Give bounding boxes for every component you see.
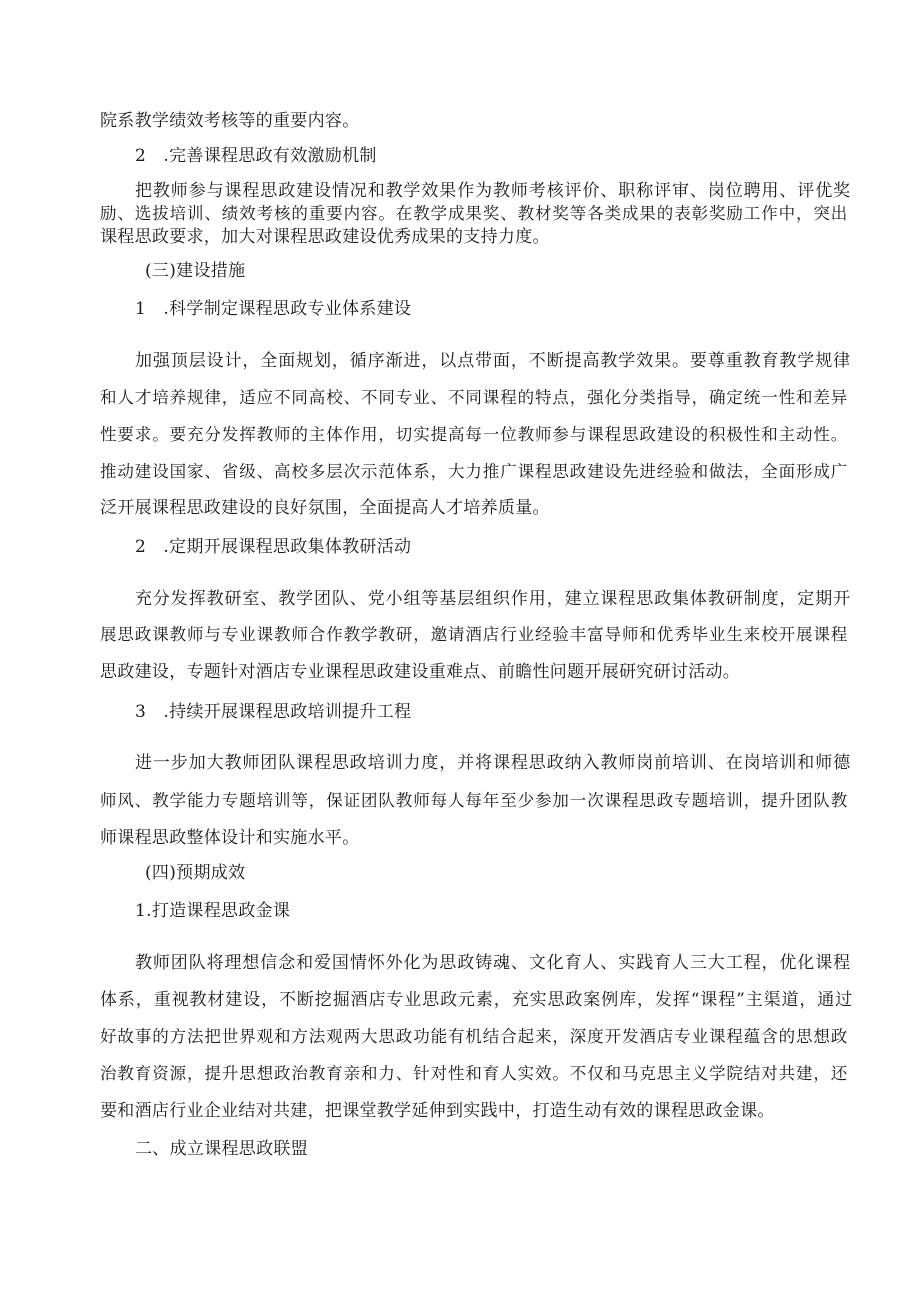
paragraph-line: 课程思政要求，加大对课程思政建设优秀成果的支持力度。 (100, 227, 550, 247)
section-heading: 二、成立课程思政联盟 (135, 1139, 308, 1159)
paragraph-line: 和人才培养规律，适应不同高校、不同专业、不同课程的特点，强化分类指导，确定统一性和差异 (100, 388, 849, 407)
subheading: 3 .持续开展课程思政培训提升工程 (135, 702, 412, 722)
paragraph-line: 充分发挥教研室、教学团队、党小组等基层组织作用，建立课程思政集体教研制度，定期开 (135, 589, 851, 609)
paragraph-line: 治教育资源，提升思想政治教育亲和力、针对性和育人实效。不仅和马克思主义学院结对共建，还 (100, 1064, 849, 1083)
paragraph-line: 加强顶层设计，全面规划，循序渐进，以点带面，不断提高教学效果。要尊重教育教学规律 (135, 351, 851, 371)
section-heading: (四)预期成效 (145, 863, 246, 883)
subheading: 2 .定期开展课程思政集体教研活动 (135, 537, 412, 557)
paragraph-line: 进一步加大教师团队课程思政培训力度，并将课程思政纳入教师岗前培训、在岗培训和师德 (135, 753, 851, 773)
paragraph-line: 推动建设国家、省级、高校多层次示范体系，大力推广课程思政建设先进经验和做法，全面形成广 (100, 462, 849, 481)
subheading: 1.打造课程思政金课 (135, 901, 291, 921)
paragraph-line: 展思政课教师与专业课教师合作教学教研，邀请酒店行业经验丰富导师和优秀毕业生来校开展课程 (100, 625, 849, 644)
paragraph-line: 要和酒店行业企业结对共建，把课堂教学延伸到实践中，打造生动有效的课程思政金课。 (100, 1101, 775, 1121)
paragraph-line: 励、选拔培训、绩效考核的重要内容。在教学成果奖、教材奖等各类成果的表彰奖励工作中，突出 (100, 204, 849, 223)
paragraph-line: 师课程思政整体设计和实施水平。 (100, 828, 360, 848)
subheading: 1 .科学制定课程思政专业体系建设 (135, 299, 412, 319)
paragraph-line: 性要求。要充分发挥教师的主体作用，切实提高每一位教师参与课程思政建设的积极性和主动性。 (100, 425, 849, 444)
paragraph-line: 泛开展课程思政建设的良好氛围，全面提高人才培养质量。 (100, 498, 550, 518)
paragraph-line: 把教师参与课程思政建设情况和教学效果作为教师考核评价、职称评审、岗位聘用、评优奖 (135, 181, 851, 201)
section-heading: (三)建设措施 (145, 261, 246, 281)
paragraph-line: 教师团队将理想信念和爱国情怀外化为思政铸魂、文化育人、实践育人三大工程，优化课程 (135, 953, 851, 973)
paragraph-line: 思政建设，专题针对酒店专业课程思政建设重难点、前瞻性问题开展研究研讨活动。 (100, 662, 741, 682)
paragraph-line: 体系，重视教材建设，不断挖掘酒店专业思政元素，充实思政案例库，发挥“课程”主渠道，通过 (100, 990, 854, 1010)
paragraph-line: 师风、教学能力专题培训等，保证团队教师每人每年至少参加一次课程思政专题培训，提升团队教 (100, 791, 849, 810)
subheading: 2 .完善课程思政有效激励机制 (135, 146, 377, 166)
paragraph-line: 好故事的方法把世界观和方法观两大思政功能有机结合起来，深度开发酒店专业课程蕴含的思想政 (100, 1027, 849, 1046)
paragraph-line: 院系教学绩效考核等的重要内容。 (100, 111, 360, 131)
